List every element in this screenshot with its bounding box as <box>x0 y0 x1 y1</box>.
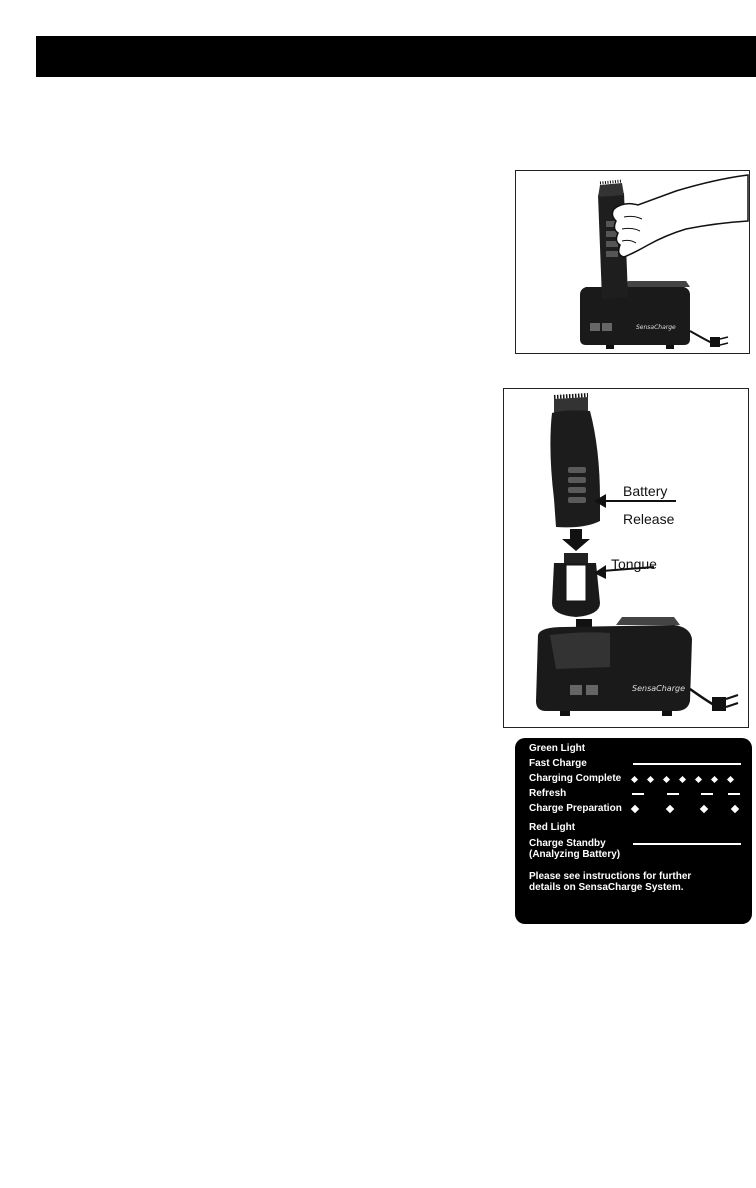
legend-footnote-line-2: details on SensaCharge System. <box>529 882 684 893</box>
battery-release-illustration <box>503 388 749 728</box>
refresh-dash-3 <box>701 793 713 795</box>
charge-standby-label: Charge Standby <box>529 838 606 849</box>
charge-preparation-dot-3 <box>700 805 708 813</box>
clipper-charging-drawing <box>516 171 749 353</box>
charger-brand-text: SensaCharge <box>636 324 676 331</box>
fast-charge-solid-indicator <box>633 763 741 765</box>
analyzing-battery-label: (Analyzing Battery) <box>529 849 621 860</box>
release-callout-label: Release <box>623 511 675 527</box>
charging-complete-dot-5 <box>695 776 702 783</box>
fast-charge-label: Fast Charge <box>529 758 587 769</box>
refresh-dash-4 <box>728 793 740 795</box>
charging-complete-dot-7 <box>727 776 734 783</box>
clipper-in-charger-illustration <box>515 170 750 354</box>
charging-complete-dot-2 <box>647 776 654 783</box>
refresh-label: Refresh <box>529 788 567 799</box>
charging-complete-label: Charging Complete <box>529 773 622 784</box>
charging-complete-dot-1 <box>631 776 638 783</box>
refresh-dash-2 <box>667 793 679 795</box>
charging-complete-dot-4 <box>679 776 686 783</box>
refresh-dash-1 <box>632 793 644 795</box>
red-light-heading: Red Light <box>529 822 576 833</box>
charger-brand-text: SensaCharge <box>632 684 685 693</box>
section-header-bar <box>36 36 756 77</box>
charging-complete-dot-3 <box>663 776 670 783</box>
charge-standby-solid-indicator <box>633 843 741 845</box>
charge-preparation-dot-4 <box>731 805 739 813</box>
charger-light-legend <box>515 738 752 924</box>
charge-preparation-dot-1 <box>631 805 639 813</box>
legend-footnote-line-1: Please see instructions for further <box>529 871 692 882</box>
charge-preparation-dot-2 <box>666 805 674 813</box>
charge-preparation-label: Charge Preparation <box>529 803 622 814</box>
green-light-heading: Green Light <box>529 743 586 754</box>
charging-complete-dot-6 <box>711 776 718 783</box>
tongue-callout-label: Tongue <box>611 556 657 572</box>
battery-callout-label: Battery <box>623 483 668 499</box>
